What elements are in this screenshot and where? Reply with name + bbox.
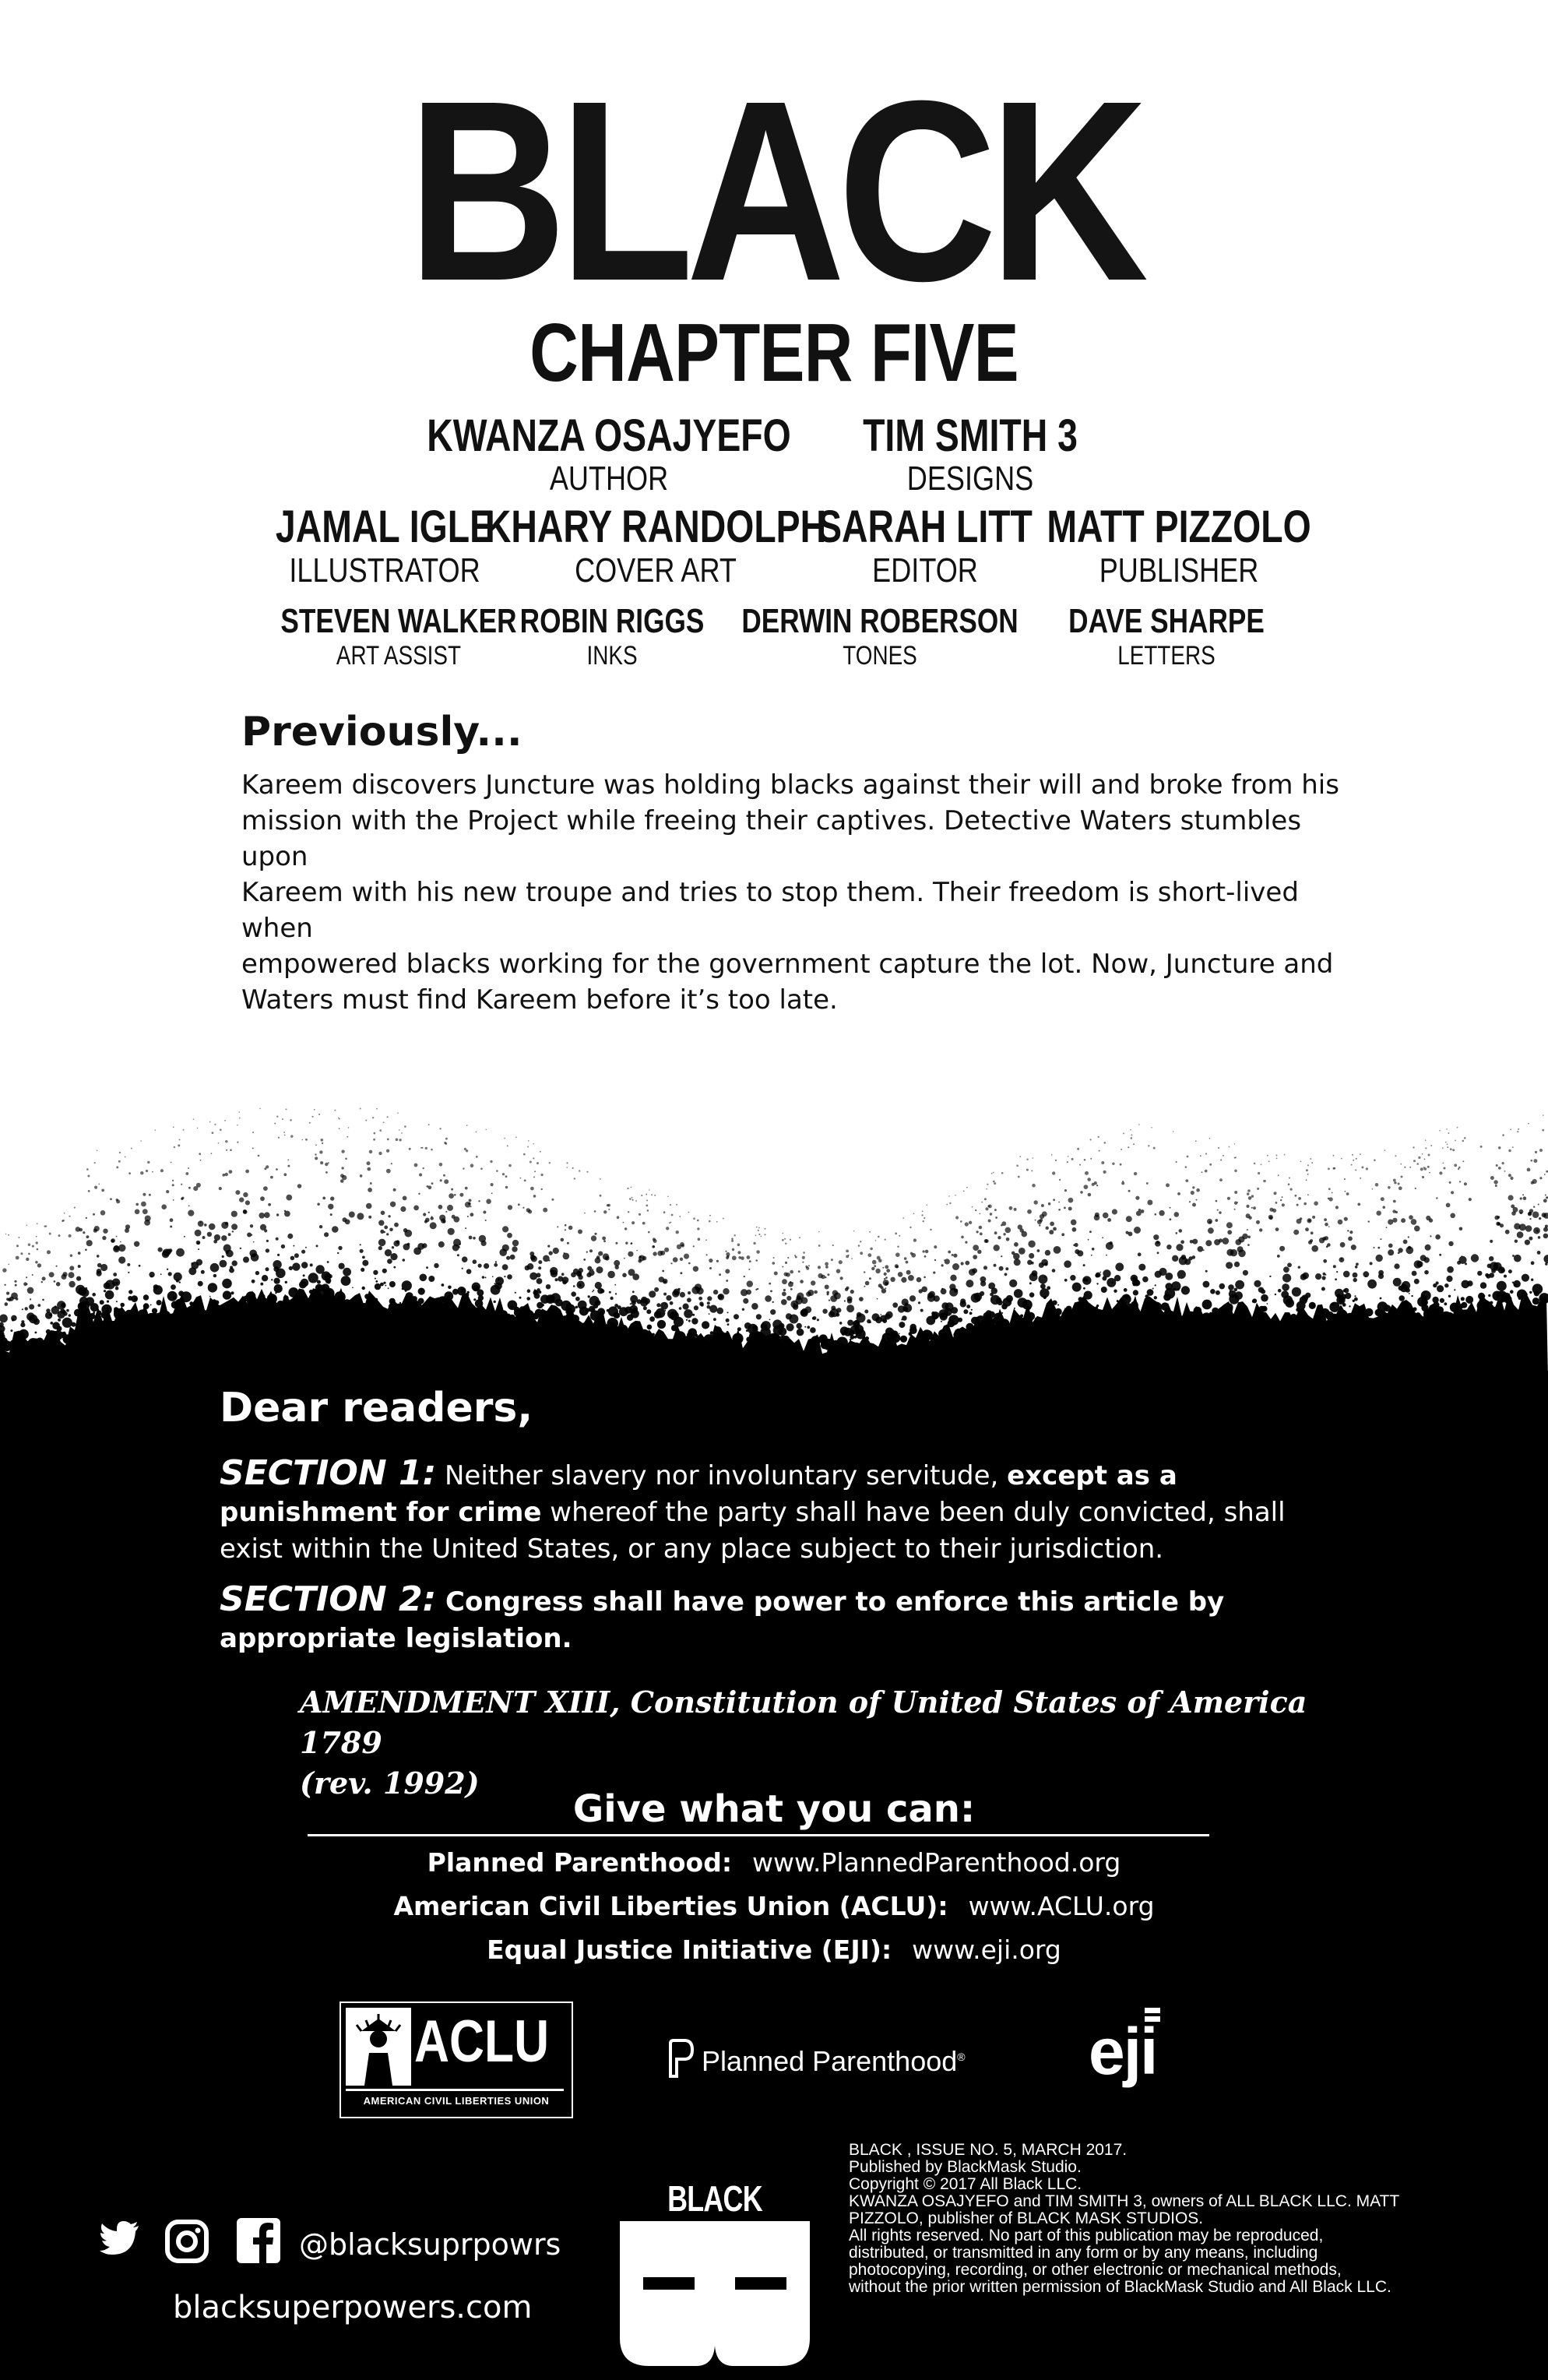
credit-tones (707, 602, 1053, 671)
letter-greeting: Dear readers, (220, 1385, 533, 1431)
credit-name: STEVEN WALKER (280, 602, 517, 640)
section-2-label: SECTION 2: (220, 1579, 437, 1619)
credit-author (382, 411, 836, 497)
facebook-icon[interactable] (237, 2218, 280, 2263)
donate-row-planned-parenthood: Planned Parenthood: www.PlannedParenthood.org (427, 1847, 1121, 1878)
credit-role: TONES (843, 641, 917, 671)
credit-name: DAVE SHARPE (1068, 602, 1265, 640)
credit-role: EDITOR (872, 551, 978, 590)
credit-role: PUBLISHER (1099, 551, 1259, 590)
section-1-label: SECTION 1: (220, 1453, 437, 1493)
ink-splatter-graphic (0, 973, 1548, 1378)
credit-name: KWANZA OSAJYEFO (427, 410, 791, 461)
black-mask-logo: BLACK (620, 2181, 810, 2368)
instagram-icon[interactable] (165, 2220, 209, 2263)
credit-name: MATT PIZZOLO (1047, 502, 1311, 552)
divider (308, 1834, 1209, 1836)
twitter-icon[interactable] (100, 2221, 140, 2257)
credit-designs (836, 411, 1105, 497)
planned-parenthood-icon (666, 2039, 694, 2078)
credit-name: JAMAL IGLE (275, 502, 494, 552)
credit-role: INKS (586, 641, 638, 671)
eji-logo: eji (1089, 2008, 1166, 2093)
credit-name: KHARY RANDOLPH (484, 502, 827, 552)
summary-line: mission with the Project while freeing their captives. Detective Waters stumbles upon (241, 805, 1302, 872)
credit-role: COVER ART (575, 551, 737, 590)
donate-row-aclu: American Civil Liberties Union (ACLU): www.ACLU.org (393, 1891, 1155, 1921)
summary-line: Kareem with his new troupe and tries to stop them. Their freedom is short-lived when (241, 877, 1299, 944)
comic-title: BLACK (407, 47, 1141, 334)
aclu-logo: ACLU AMERICAN CIVIL LIBERTIES UNION (340, 2002, 573, 2118)
donate-link[interactable]: www.eji.org (912, 1935, 1061, 1965)
credit-role: DESIGNS (906, 459, 1034, 498)
credit-name: DERWIN ROBERSON (741, 602, 1019, 640)
section-2-text: SECTION 2: Congress shall have power to enforce this article by appropriate legislation. (220, 1579, 1225, 1654)
donate-row-eji: Equal Justice Initiative (EJI): www.eji.org (487, 1935, 1061, 1965)
credit-name: TIM SMITH 3 (863, 410, 1078, 461)
donate-link[interactable]: www.ACLU.org (968, 1891, 1155, 1921)
credit-role: ART ASSIST (336, 641, 462, 671)
amendment-citation: AMENDMENT XIII, Constitution of United States of America 1789 (rev. 1992) (300, 1685, 1307, 1801)
credit-role: AUTHOR (549, 459, 669, 498)
legal-notice: BLACK , ISSUE NO. 5, MARCH 2017. Published by BlackMask Studio. Copyright © 2017 All Black LLC. KWANZA OSAJYEFO and TIM SMITH 3, owners of ALL BLACK LLC. MATT PIZZOLO, publisher of BLACK MASK STUDIOS. All rights reserved. No part of this publication may be reproduced, distributed, or transmitted in any form or by any means, including photocopying, recording, or other electronic or mechanical methods, without the prior written permission of BlackMask Studio and All Black LLC. (849, 2141, 1400, 2296)
credit-publisher (1014, 502, 1344, 590)
credit-role: ILLUSTRATOR (289, 551, 480, 590)
summary-line: empowered blacks working for the government capture the lot. Now, Juncture and (241, 949, 1334, 980)
website-link[interactable]: blacksuperpowers.com (173, 2290, 533, 2325)
chapter-heading: CHAPTER FIVE (529, 307, 1019, 399)
credit-letters (1044, 602, 1289, 671)
credit-name: ROBIN RIGGS (519, 602, 705, 640)
credit-inks (497, 602, 727, 671)
donate-link[interactable]: www.PlannedParenthood.org (752, 1847, 1121, 1878)
mask-icon (620, 2221, 810, 2366)
summary-line: Waters must find Kareem before it’s too late. (241, 984, 838, 1016)
statue-of-liberty-icon (346, 2008, 411, 2086)
social-handle[interactable]: @blacksuprpowrs (299, 2227, 561, 2262)
summary-line: Kareem discovers Juncture was holding blacks against their will and broke from his (241, 769, 1339, 801)
credit-role: LETTERS (1117, 641, 1216, 671)
credit-name: SARAH LITT (818, 502, 1033, 552)
previously-heading: Previously... (241, 709, 522, 755)
section-1-text: SECTION 1: Neither slavery nor involuntary servitude, except as a punishment for crime whereof the party shall have been duly convicted, shall exist within the United States, or any place subject to their jurisdiction. (220, 1453, 1286, 1565)
donate-heading: Give what you can: (572, 1787, 976, 1831)
